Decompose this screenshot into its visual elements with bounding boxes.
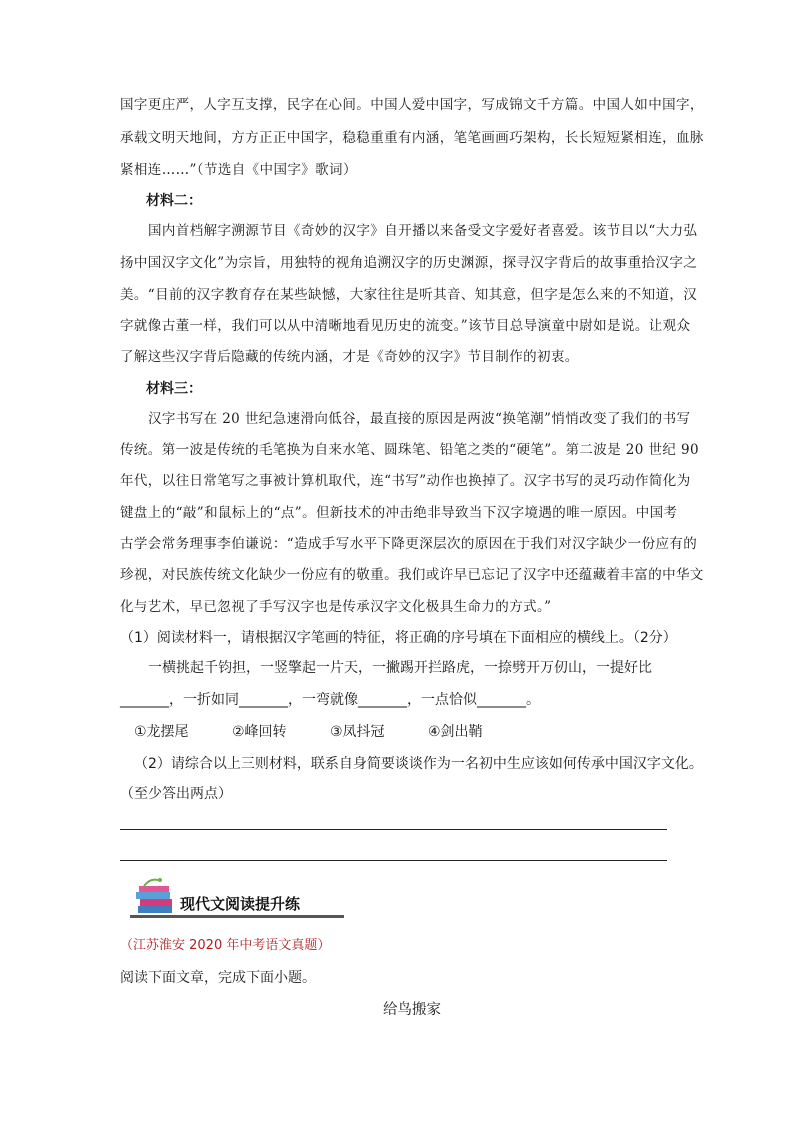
section-banner-title: 现代文阅读提升练 [180,895,301,913]
material3-line: 键盘上的“敲”和鼠标上的“点”。但新技术的冲击绝非导致当下汉字境遇的唯一原因。中国考 [120,505,678,521]
material3-line: 传统。第一波是传统的毛笔换为自来水笔、圆珠笔、铅笔之类的“硬笔”。第二波是 20 世纪 90 [120,442,699,458]
material2-line: 美。“目前的汉字教育存在某些缺憾，大家往往是听其音、知其意，但字是怎么来的不知道，汉 [120,287,698,303]
question2-prompt: （2）请综合以上三则材料，联系自身简要谈谈作为一名初中生应该如何传承中国汉字文化。 [134,756,703,772]
option-2: ②峰回转 [232,724,287,740]
option-3: ③凤抖冠 [330,724,385,740]
article-title: 给鸟搬家 [383,1002,441,1018]
material3-line: 化与艺术，早已忽视了手写汉字也是传承汉字文化极具生命力的方式。” [120,599,552,615]
material3-line: 珍视，对民族传统文化缺少一份应有的敬重。我们或许早已忘记了汉字中还蕴藏着丰富的中华文 [120,567,704,583]
option-1: ①龙摆尾 [134,724,189,740]
answer-line[interactable] [120,860,667,861]
option-4: ④剑出鞘 [428,724,483,740]
material2-line: 字就像古董一样，我们可以从中清晰地看见历史的流变。”该节目总导演童中尉如是说。让观众 [120,318,691,334]
question2-note: （至少答出两点） [120,786,232,802]
material3-heading: 材料三： [146,381,202,397]
reading-instruction: 阅读下面文章，完成下面小题。 [120,970,316,986]
material2-line: 国内首档解字溯源节目《奇妙的汉字》自开播以来备受文字爱好者喜爱。该节目以“大力弘 [148,223,698,239]
material3-line: 汉字书写在 20 世纪急速滑向低谷，最直接的原因是两波“换笔潮”悄悄改变了我们的书写 [148,411,691,427]
material3-line: 年代，以往日常笔写之事被计算机取代，连“书写”动作也换掉了。汉字书写的灵巧动作简化为 [120,473,691,489]
source-note: （江苏淮安 2020 年中考语文真题） [120,938,331,953]
question1-verse-line: 一横挑起千钧担，一竖擎起一片天，一撇踢开拦路虎，一捺劈开万仞山，一提好比 [148,660,652,676]
material2-line: 了解这些汉字背后隐藏的传统内涵，才是《奇妙的汉字》节目制作的初衷。 [120,349,579,365]
material1-line: 紧相连……”（节选自《中国字》歌词） [120,162,357,178]
material1-line: 承载文明天地间，方方正正中国字，稳稳重重有内涵，笔笔画画巧架构，长长短短紧相连，血脉 [120,130,704,146]
material3-line: 古学会常务理事李伯谦说：“造成手写水平下降更深层次的原因在于我们对汉字缺少一份应有的 [120,536,698,552]
material2-heading: 材料二： [146,193,202,209]
material1-line: 国字更庄严，人字互支撑，民字在心间。中国人爱中国字，写成锦文千方篇。中国人如中国字， [120,97,704,113]
banner-underline [130,915,344,918]
question1-prompt: （1）阅读材料一，请根据汉字笔画的特征，将正确的序号填在下面相应的横线上。（2分） [120,630,677,646]
question1-blank-line: _______，一折如同_______，一弯就像_______，一点恰似_______。 [120,692,540,708]
material2-line: 扬中国汉字文化”为宗旨，用独特的视角追溯汉字的历史渊源，探寻汉字背后的故事重拾汉字之 [120,255,698,271]
answer-line[interactable] [120,829,667,830]
